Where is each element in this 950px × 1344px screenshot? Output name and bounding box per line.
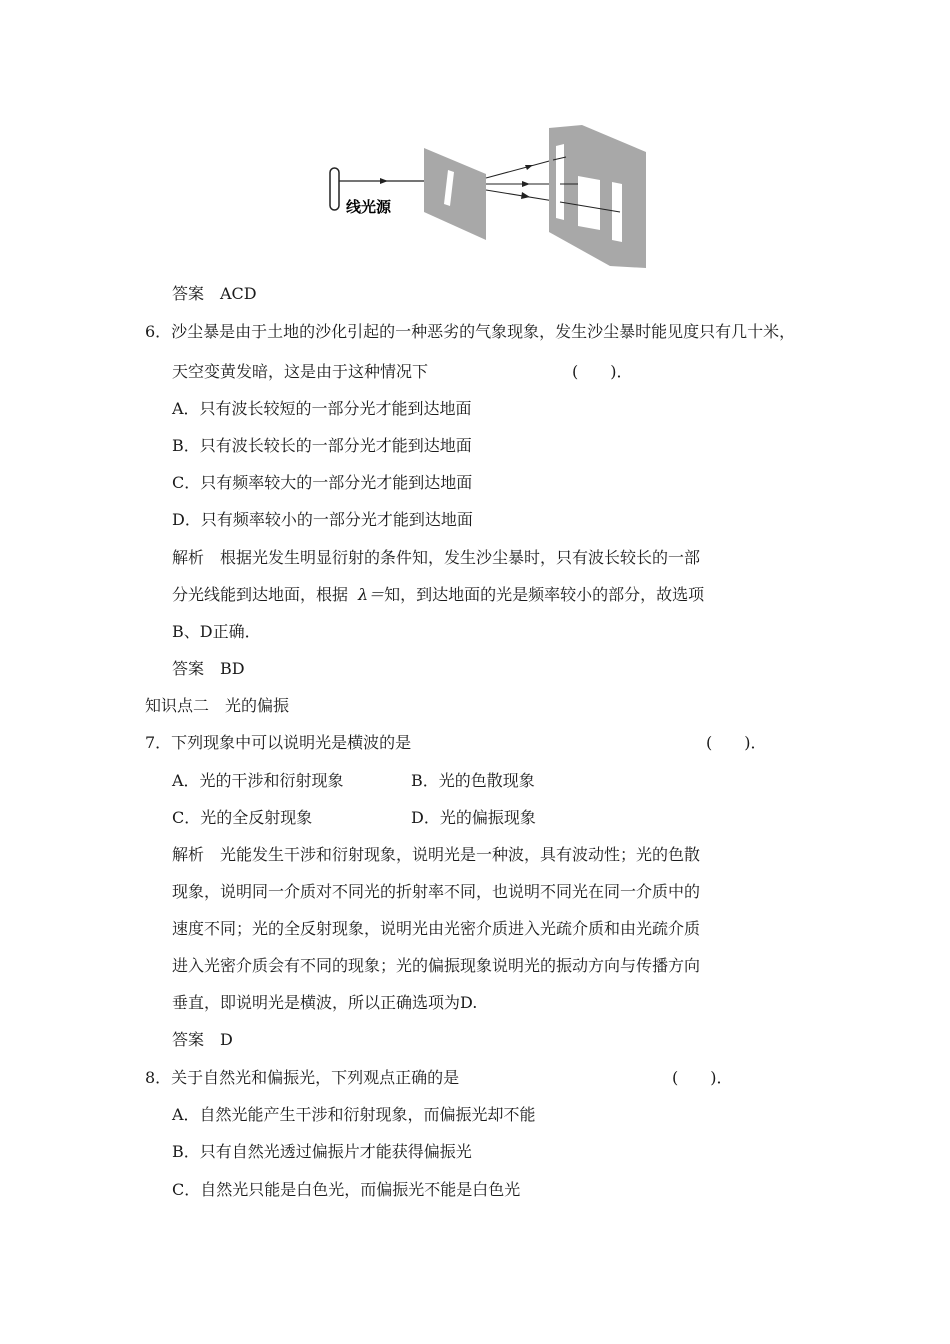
q6-option-a: A．只有波长较短的一部分光才能到达地面 [172, 399, 472, 418]
q6-stem-line1: 6．沙尘暴是由于土地的沙化引起的一种恶劣的气象现象，发生沙尘暴时能见度只有几十米， [145, 322, 796, 341]
q6-analysis-line2-post: 知，到达地面的光是频率较小的部分，故选项 [384, 585, 705, 604]
q7-option-a: A．光的干涉和衍射现象 [172, 771, 344, 790]
lambda-formula: λ＝ [358, 585, 385, 604]
q6-analysis-line2-pre: 分光线能到达地面，根据 [172, 585, 349, 604]
q7-answer-blank: ( )． [706, 733, 767, 752]
q6-analysis-line2 [172, 585, 704, 605]
ray-upper [486, 160, 553, 178]
q7-analysis-line2: 现象，说明同一介质对不同光的折射率不同，也说明不同光在同一介质中的 [172, 882, 701, 901]
q6-option-c: C．只有频率较大的一部分光才能到达地面 [172, 473, 473, 492]
q7-analysis-line4: 进入光密介质会有不同的现象；光的偏振现象说明光的振动方向与传播方向 [172, 956, 701, 975]
slit-left [556, 144, 564, 220]
q7-analysis-line5: 垂直，即说明光是横波，所以正确选项为D. [172, 993, 478, 1012]
q7-option-d: D．光的偏振现象 [411, 808, 536, 827]
q7-stem: 7．下列现象中可以说明光是横波的是 [145, 733, 412, 752]
q8-answer-blank: ( )． [672, 1068, 733, 1087]
q6-option-d: D．只有频率较小的一部分光才能到达地面 [172, 510, 473, 529]
q7-option-b: B．光的色散现象 [411, 771, 535, 790]
single-slit-plate [424, 148, 486, 240]
q7-option-c: C．光的全反射现象 [172, 808, 313, 827]
ray-arrow-lower [521, 192, 530, 199]
ray-arrow-upper [525, 165, 533, 170]
q6-analysis-line1: 解析 根据光发生明显衍射的条件知，发生沙尘暴时，只有波长较长的一部 [172, 548, 701, 567]
section-title: 知识点二 光的偏振 [145, 696, 290, 715]
q6-analysis-line3: B、D正确． [172, 622, 261, 641]
light-source-label: 线光源 [346, 198, 392, 216]
ray-arrow-middle [522, 181, 530, 187]
q6-stem-line2: 天空变黄发暗，这是由于这种情况下 [172, 362, 429, 381]
q5-answer: 答案 ACD [172, 284, 257, 303]
q7-analysis-line3: 速度不同；光的全反射现象，说明光由光密介质进入光疏介质和由光疏介质 [172, 919, 701, 938]
q6-answer: 答案 BD [172, 659, 245, 678]
q8-option-c: C．自然光只能是白色光，而偏振光不能是白色光 [172, 1180, 521, 1199]
q8-option-a: A．自然光能产生干涉和衍射现象，而偏振光却不能 [172, 1105, 536, 1124]
diffraction-figure [320, 120, 660, 270]
q6-answer-blank: ( )． [572, 362, 633, 381]
diffraction-diagram [320, 120, 660, 270]
q7-answer: 答案 D [172, 1030, 233, 1049]
q6-option-b: B．只有波长较长的一部分光才能到达地面 [172, 436, 472, 455]
q7-analysis-line1: 解析 光能发生干涉和衍射现象，说明光是一种波，具有波动性；光的色散 [172, 845, 701, 864]
slit-middle [578, 176, 600, 230]
ray-arrow [380, 178, 388, 184]
light-source-tube [330, 168, 339, 210]
q8-option-b: B．只有自然光透过偏振片才能获得偏振光 [172, 1142, 472, 1161]
q8-stem: 8．关于自然光和偏振光，下列观点正确的是 [145, 1068, 460, 1087]
